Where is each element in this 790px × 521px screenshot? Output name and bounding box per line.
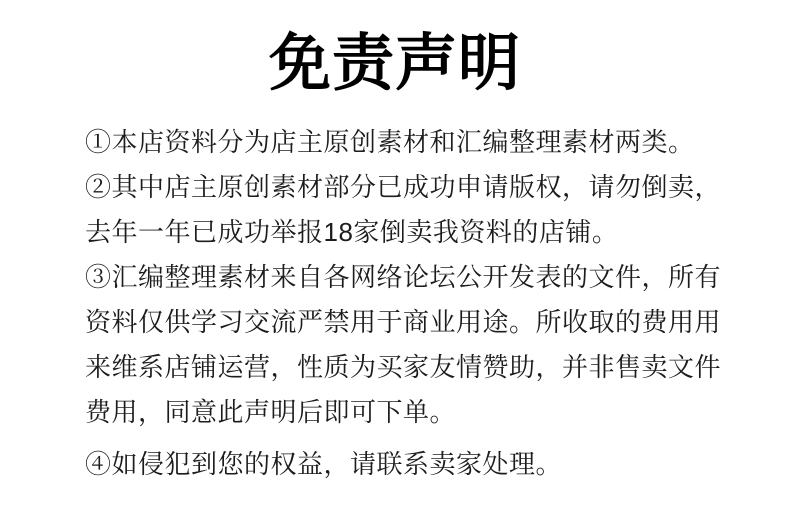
page-title: 免责声明 <box>268 29 521 98</box>
disclaimer-line-6: 来维系店铺运营，性质为买家友情赞助，并非售卖文件 <box>85 352 722 382</box>
disclaimer-line-3: 去年一年已成功举报18家倒卖我资料的店铺。 <box>85 217 619 247</box>
disclaimer-line-2: ②其中店主原创素材部分已成功申请版权，请勿倒卖， <box>85 172 722 202</box>
disclaimer-line-8: ④如侵犯到您的权益，请联系卖家处理。 <box>85 449 563 479</box>
disclaimer-line-4: ③汇编整理素材来自各网络论坛公开发表的文件，所有 <box>85 262 722 292</box>
disclaimer-line-7: 费用，同意此声明后即可下单。 <box>85 397 457 427</box>
disclaimer-line-1: ①本店资料分为店主原创素材和汇编整理素材两类。 <box>85 127 695 157</box>
disclaimer-line-5: 资料仅供学习交流严禁用于商业用途。所收取的费用用 <box>85 307 722 337</box>
disclaimer-body <box>85 120 742 487</box>
